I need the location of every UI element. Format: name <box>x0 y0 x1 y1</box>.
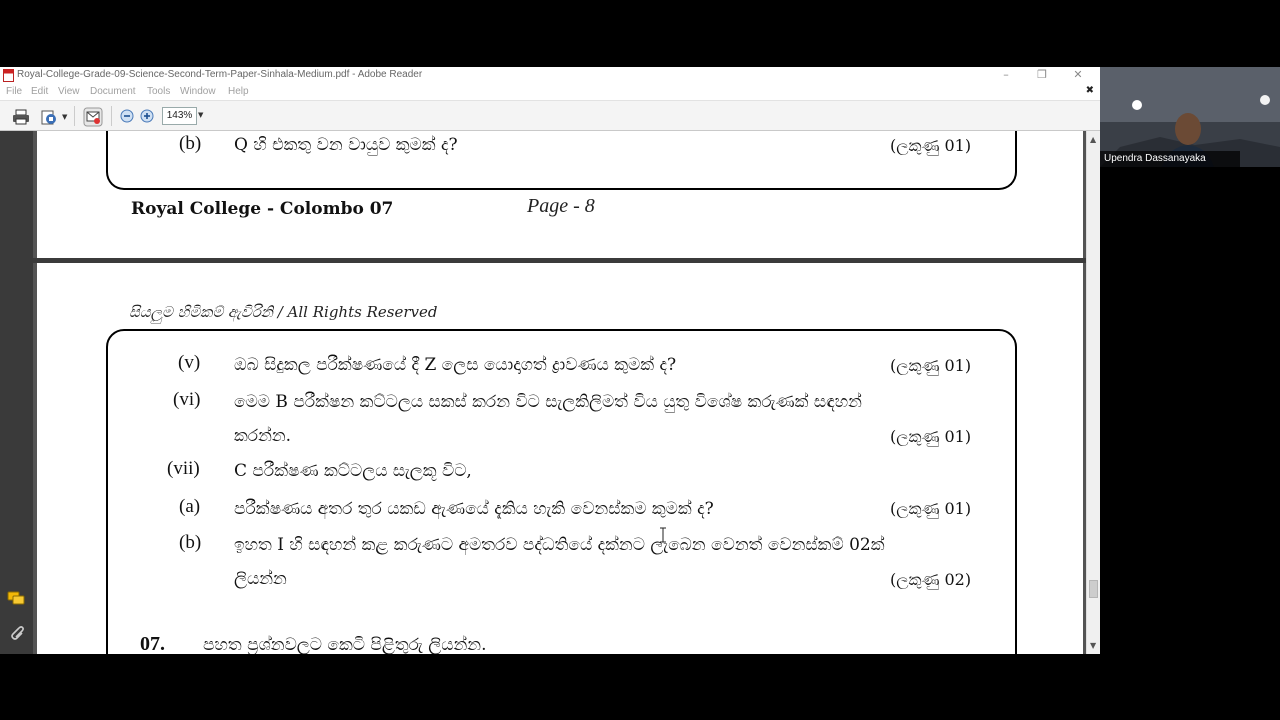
adobe-reader-window <box>0 67 1100 654</box>
item-label: (vi) <box>173 389 201 410</box>
item-label: (b) <box>179 133 202 154</box>
minimize-button[interactable]: – <box>1003 68 1009 81</box>
restore-button[interactable]: ❐ <box>1037 68 1047 81</box>
vertical-scrollbar[interactable] <box>1086 131 1100 654</box>
menu-edit[interactable]: Edit <box>31 86 49 97</box>
question-number: 07. <box>140 633 165 654</box>
zoom-out-icon[interactable] <box>120 109 134 123</box>
pdf-file-icon <box>3 69 14 82</box>
rights-header-text: සියලුම හිමිකම් ඇවිරිනි / All Rights Reserved <box>129 303 438 321</box>
school-footer: Royal College - Colombo 07 <box>131 199 394 219</box>
zoom-level-field[interactable]: 143% <box>162 107 197 125</box>
print-options-icon[interactable] <box>40 108 58 126</box>
question-text: කරන්න. <box>234 426 292 446</box>
menu-bar <box>0 84 1100 101</box>
document-view[interactable] <box>33 131 1086 654</box>
zoom-in-icon[interactable] <box>140 109 154 123</box>
printer-icon[interactable] <box>12 108 30 126</box>
navigation-pane <box>0 131 33 654</box>
scroll-down-icon[interactable]: ▼ <box>1090 641 1097 650</box>
menu-document[interactable]: Document <box>90 86 136 97</box>
title-bar <box>0 67 1100 84</box>
close-document-icon[interactable]: ✖ <box>1085 85 1094 96</box>
item-label: (b) <box>179 532 202 553</box>
scroll-up-icon[interactable]: ▲ <box>1090 135 1097 144</box>
attachments-icon[interactable] <box>8 624 24 642</box>
toolbar-separator <box>111 106 112 126</box>
scrollbar-thumb[interactable] <box>1089 580 1098 598</box>
menu-help[interactable]: Help <box>228 86 249 97</box>
page-number: Page - 8 <box>527 195 595 217</box>
marks-label: (ලකුණු 01) <box>890 427 972 446</box>
rights-header <box>129 303 437 321</box>
menu-view[interactable]: View <box>58 86 80 97</box>
question-text: මෙම B පරීක්ෂන කට්ටලය සකස් කරන විට සැලකිලිමත් විය යුතු විශේෂ කරුණක් සඳහන් <box>234 392 862 412</box>
participant-name: Upendra Dassanayaka <box>1100 151 1240 167</box>
toolbar-separator <box>74 106 75 126</box>
pdf-page-8 <box>37 131 1083 258</box>
question-text: Q හි එකතු වන වායුව කුමක් ද? <box>234 135 458 155</box>
marks-label: (ලකුණු 01) <box>890 136 972 155</box>
marks-label: (ලකුණු 01) <box>890 499 972 518</box>
question-text: පහත ප්‍රශ්නවලට කෙටි පිළිතුරු ලියන්න. <box>203 635 487 654</box>
item-label: (a) <box>179 496 201 517</box>
zoom-dropdown-icon[interactable]: ▼ <box>198 111 204 119</box>
question-text: ඔබ සිදුකල පරීක්ෂණයේ දී Z ලෙස යොදාගත් ද්‍රාවණය කුමක් ද? <box>234 355 677 375</box>
toolbar <box>0 101 1100 131</box>
item-label: (v) <box>178 352 201 373</box>
text-cursor-icon <box>659 527 667 543</box>
item-label: (vii) <box>167 458 200 479</box>
mail-icon[interactable] <box>82 106 104 128</box>
question-text: ඉහත I හි සඳහන් කළ කරුණට අමතරව පද්ධතියේ දක්නට ලැබෙන වෙනත් වෙනස්කම් 02ක් <box>234 535 885 555</box>
menu-tools[interactable]: Tools <box>147 86 171 97</box>
question-text: පරීක්ෂණය අතර තුර යකඩ ඇණයේ දැකිය හැකි වෙනස්කම කුමක් ද? <box>234 499 714 519</box>
pdf-page-9 <box>37 263 1083 654</box>
print-options-dropdown-icon[interactable]: ▼ <box>62 113 68 121</box>
question-text: ලියන්න <box>234 569 287 589</box>
question-box <box>106 329 1017 654</box>
comments-icon[interactable] <box>7 591 25 607</box>
close-window-button[interactable]: ✕ <box>1073 68 1083 81</box>
question-text: C පරීක්ෂණ කට්ටලය සැලකූ විට, <box>234 461 472 481</box>
window-title: Royal-College-Grade-09-Science-Second-Term-Paper-Sinhala-Medium.pdf - Adobe Reader <box>17 69 423 80</box>
marks-label: (ලකුණු 01) <box>890 356 972 375</box>
menu-window[interactable]: Window <box>180 86 216 97</box>
marks-label: (ලකුණු 02) <box>890 570 972 589</box>
menu-file[interactable]: File <box>6 86 23 97</box>
